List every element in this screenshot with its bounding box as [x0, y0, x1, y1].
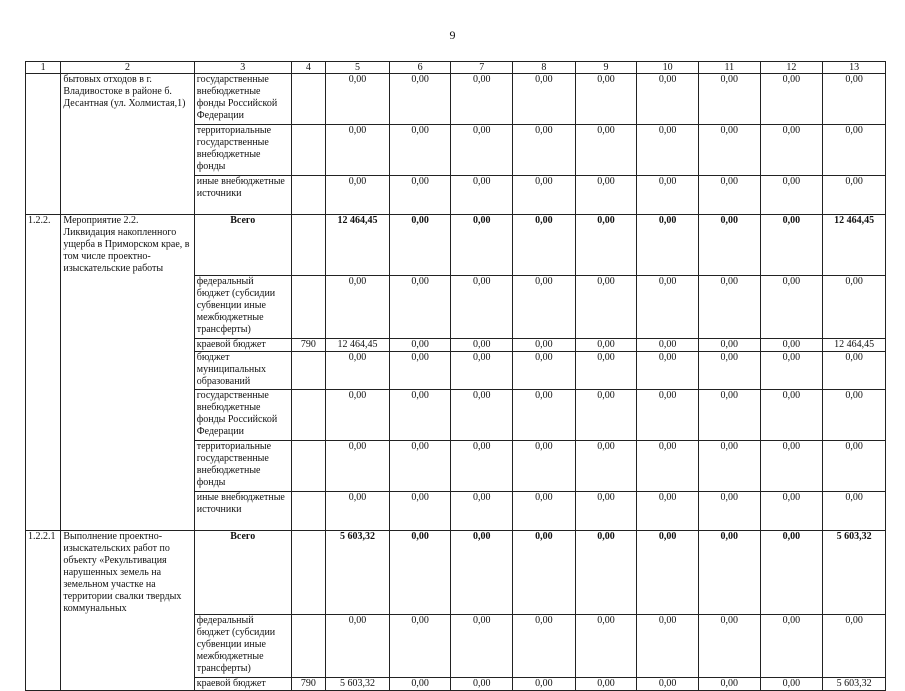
amount-cell: 0,00	[698, 215, 760, 276]
amount-cell: 0,00	[326, 491, 390, 530]
amount-cell: 0,00	[389, 491, 451, 530]
amount-cell: 0,00	[575, 275, 637, 338]
funding-source: территориальные государственные внебюджетные фонды	[194, 125, 291, 176]
amount-cell: 0,00	[513, 74, 576, 125]
funding-source: государственные внебюджетные фонды Российской Федерации	[194, 389, 291, 440]
budget-code: 790	[291, 338, 325, 351]
amount-cell: 0,00	[575, 530, 637, 615]
item-number	[26, 678, 61, 691]
amount-cell: 5 603,32	[823, 530, 886, 615]
amount-cell: 0,00	[389, 678, 451, 691]
amount-cell: 0,00	[760, 275, 823, 338]
amount-cell: 0,00	[760, 74, 823, 125]
amount-cell: 0,00	[760, 530, 823, 615]
amount-cell: 0,00	[760, 389, 823, 440]
table-row	[26, 351, 886, 389]
budget-code	[291, 275, 325, 338]
amount-cell: 0,00	[698, 275, 760, 338]
table-row	[26, 338, 886, 351]
budget-code	[291, 389, 325, 440]
amount-cell: 0,00	[698, 678, 760, 691]
amount-cell: 0,00	[637, 491, 699, 530]
column-number: 10	[637, 62, 699, 74]
amount-cell: 0,00	[575, 74, 637, 125]
amount-cell: 0,00	[760, 615, 823, 678]
budget-code	[291, 530, 325, 615]
amount-cell: 0,00	[513, 678, 576, 691]
amount-cell: 0,00	[451, 440, 513, 491]
amount-cell: 0,00	[698, 176, 760, 215]
amount-cell: 0,00	[513, 389, 576, 440]
item-number: 1.2.2.	[26, 215, 61, 276]
amount-cell: 0,00	[698, 74, 760, 125]
item-name: Выполнение проектно-изыскательских работ по объекту «Рекультивация нарушенных земель на земельном участке на территории свалки твердых коммунальных	[61, 530, 194, 615]
item-name	[61, 491, 194, 530]
amount-cell: 0,00	[575, 440, 637, 491]
budget-code	[291, 615, 325, 678]
amount-cell: 0,00	[389, 338, 451, 351]
amount-cell: 0,00	[389, 440, 451, 491]
item-name: Мероприятие 2.2. Ликвидация накопленного ущерба в Приморском крае, в том числе проектно-изыскательские работы	[61, 215, 194, 276]
amount-cell: 0,00	[698, 615, 760, 678]
amount-cell: 5 603,32	[326, 678, 390, 691]
amount-cell: 0,00	[823, 275, 886, 338]
amount-cell: 0,00	[389, 74, 451, 125]
amount-cell: 0,00	[637, 176, 699, 215]
funding-source: федеральный бюджет (субсидии субвенции иные межбюджетные трансферты)	[194, 275, 291, 338]
column-number: 9	[575, 62, 637, 74]
item-name	[61, 351, 194, 389]
amount-cell: 0,00	[698, 125, 760, 176]
amount-cell: 0,00	[451, 491, 513, 530]
amount-cell: 0,00	[823, 440, 886, 491]
budget-code	[291, 491, 325, 530]
funding-source: иные внебюджетные источники	[194, 491, 291, 530]
table-row	[26, 678, 886, 691]
amount-cell: 0,00	[451, 74, 513, 125]
column-number: 6	[389, 62, 451, 74]
table-row	[26, 440, 886, 491]
amount-cell: 0,00	[760, 125, 823, 176]
amount-cell: 0,00	[326, 351, 390, 389]
amount-cell: 0,00	[451, 389, 513, 440]
amount-cell: 0,00	[698, 530, 760, 615]
item-number: 1.2.2.1	[26, 530, 61, 615]
item-number	[26, 176, 61, 215]
funding-source: краевой бюджет	[194, 338, 291, 351]
item-number	[26, 351, 61, 389]
table-row	[26, 389, 886, 440]
amount-cell: 0,00	[637, 125, 699, 176]
amount-cell: 0,00	[389, 176, 451, 215]
amount-cell: 0,00	[823, 74, 886, 125]
table-row	[26, 615, 886, 678]
amount-cell: 0,00	[389, 275, 451, 338]
amount-cell: 0,00	[326, 74, 390, 125]
item-name	[61, 678, 194, 691]
amount-cell: 0,00	[637, 275, 699, 338]
amount-cell: 0,00	[451, 351, 513, 389]
amount-cell: 0,00	[575, 338, 637, 351]
amount-cell: 0,00	[575, 351, 637, 389]
column-number: 3	[194, 62, 291, 74]
amount-cell: 0,00	[637, 615, 699, 678]
amount-cell: 0,00	[760, 440, 823, 491]
column-number: 7	[451, 62, 513, 74]
amount-cell: 0,00	[513, 275, 576, 338]
budget-code	[291, 440, 325, 491]
amount-cell: 0,00	[575, 678, 637, 691]
item-name: бытовых отходов в г. Владивостоке в районе б. Десантная (ул. Холмистая,1)	[61, 74, 194, 125]
budget-code	[291, 125, 325, 176]
amount-cell: 0,00	[326, 389, 390, 440]
amount-cell: 0,00	[389, 530, 451, 615]
amount-cell: 0,00	[637, 338, 699, 351]
column-number: 13	[823, 62, 886, 74]
amount-cell: 0,00	[513, 440, 576, 491]
amount-cell: 0,00	[451, 275, 513, 338]
budget-code: 790	[291, 678, 325, 691]
amount-cell: 0,00	[760, 678, 823, 691]
amount-cell: 0,00	[451, 176, 513, 215]
amount-cell: 12 464,45	[823, 215, 886, 276]
amount-cell: 0,00	[698, 440, 760, 491]
amount-cell: 0,00	[823, 125, 886, 176]
amount-cell: 0,00	[513, 215, 576, 276]
amount-cell: 0,00	[389, 351, 451, 389]
amount-cell: 0,00	[451, 530, 513, 615]
amount-cell: 0,00	[698, 351, 760, 389]
amount-cell: 0,00	[326, 275, 390, 338]
amount-cell: 0,00	[637, 74, 699, 125]
table-row	[26, 74, 886, 125]
amount-cell: 0,00	[451, 125, 513, 176]
funding-source: федеральный бюджет (субсидии субвенции иные межбюджетные трансферты)	[194, 615, 291, 678]
column-number: 8	[513, 62, 576, 74]
amount-cell: 12 464,45	[823, 338, 886, 351]
amount-cell: 0,00	[389, 215, 451, 276]
amount-cell: 0,00	[823, 615, 886, 678]
budget-code	[291, 176, 325, 215]
column-number: 2	[61, 62, 194, 74]
amount-cell: 0,00	[513, 615, 576, 678]
amount-cell: 0,00	[575, 615, 637, 678]
amount-cell: 0,00	[451, 338, 513, 351]
column-number: 4	[291, 62, 325, 74]
column-number: 5	[326, 62, 390, 74]
amount-cell: 0,00	[513, 530, 576, 615]
amount-cell: 0,00	[451, 215, 513, 276]
table-row	[26, 530, 886, 615]
amount-cell: 0,00	[451, 615, 513, 678]
item-number	[26, 440, 61, 491]
item-number	[26, 615, 61, 678]
funding-source: иные внебюджетные источники	[194, 176, 291, 215]
amount-cell: 0,00	[575, 176, 637, 215]
amount-cell: 0,00	[698, 338, 760, 351]
amount-cell: 0,00	[637, 389, 699, 440]
amount-cell: 0,00	[513, 338, 576, 351]
amount-cell: 0,00	[637, 440, 699, 491]
funding-source: краевой бюджет	[194, 678, 291, 691]
amount-cell: 12 464,45	[326, 338, 390, 351]
amount-cell: 0,00	[823, 389, 886, 440]
amount-cell: 0,00	[823, 176, 886, 215]
amount-cell: 0,00	[513, 125, 576, 176]
amount-cell: 0,00	[760, 215, 823, 276]
budget-code	[291, 351, 325, 389]
amount-cell: 0,00	[389, 125, 451, 176]
amount-cell: 0,00	[575, 215, 637, 276]
amount-cell: 5 603,32	[823, 678, 886, 691]
amount-cell: 0,00	[637, 351, 699, 389]
amount-cell: 0,00	[637, 215, 699, 276]
amount-cell: 0,00	[575, 125, 637, 176]
item-name	[61, 275, 194, 338]
item-name	[61, 440, 194, 491]
item-name	[61, 338, 194, 351]
amount-cell: 0,00	[575, 389, 637, 440]
funding-source: территориальные государственные внебюджетные фонды	[194, 440, 291, 491]
item-name	[61, 125, 194, 176]
item-number	[26, 338, 61, 351]
amount-cell: 0,00	[389, 615, 451, 678]
amount-cell: 0,00	[637, 678, 699, 691]
amount-cell: 0,00	[513, 176, 576, 215]
amount-cell: 0,00	[637, 530, 699, 615]
item-number	[26, 125, 61, 176]
amount-cell: 0,00	[575, 491, 637, 530]
table-row	[26, 176, 886, 215]
amount-cell: 0,00	[760, 176, 823, 215]
amount-cell: 0,00	[513, 351, 576, 389]
item-name	[61, 389, 194, 440]
column-number-row	[26, 62, 886, 74]
table-row	[26, 125, 886, 176]
amount-cell: 0,00	[823, 351, 886, 389]
funding-source: бюджет муниципальных образований	[194, 351, 291, 389]
table-row	[26, 275, 886, 338]
amount-cell: 12 464,45	[326, 215, 390, 276]
amount-cell: 0,00	[760, 491, 823, 530]
funding-source: Всего	[194, 530, 291, 615]
amount-cell: 0,00	[823, 491, 886, 530]
amount-cell: 5 603,32	[326, 530, 390, 615]
budget-code	[291, 74, 325, 125]
amount-cell: 0,00	[326, 440, 390, 491]
amount-cell: 0,00	[698, 389, 760, 440]
item-number	[26, 389, 61, 440]
column-number: 12	[760, 62, 823, 74]
funding-source: государственные внебюджетные фонды Российской Федерации	[194, 74, 291, 125]
amount-cell: 0,00	[326, 176, 390, 215]
amount-cell: 0,00	[451, 678, 513, 691]
column-number: 1	[26, 62, 61, 74]
amount-cell: 0,00	[760, 338, 823, 351]
amount-cell: 0,00	[389, 389, 451, 440]
item-name	[61, 176, 194, 215]
amount-cell: 0,00	[760, 351, 823, 389]
item-number	[26, 275, 61, 338]
column-number: 11	[698, 62, 760, 74]
budget-code	[291, 215, 325, 276]
item-name	[61, 615, 194, 678]
amount-cell: 0,00	[326, 125, 390, 176]
table-row	[26, 215, 886, 276]
funding-source: Всего	[194, 215, 291, 276]
item-number	[26, 74, 61, 125]
amount-cell: 0,00	[326, 615, 390, 678]
budget-table	[25, 61, 886, 691]
amount-cell: 0,00	[698, 491, 760, 530]
table-row	[26, 491, 886, 530]
page-number: 9	[449, 28, 456, 42]
amount-cell: 0,00	[513, 491, 576, 530]
item-number	[26, 491, 61, 530]
